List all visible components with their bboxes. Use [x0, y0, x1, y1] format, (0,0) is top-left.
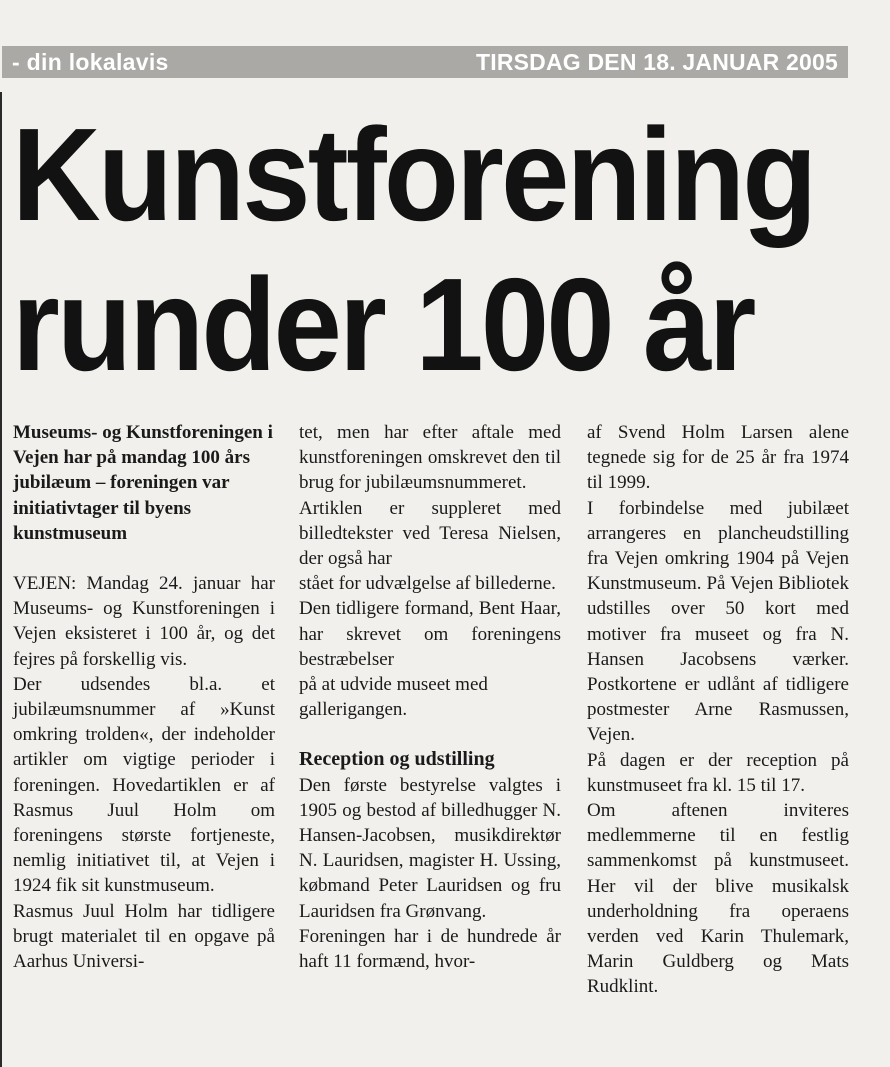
headline-line-2: runder 100 år [12, 251, 754, 398]
paragraph: I forbindelse med jubilæet arrangeres en plancheudstilling fra Vejen omkring 1904 på Vejen Kunstmuseum. På Vejen Bibliotek udstilles over 50 kort med motiver fra museet og fra N. Hansen Jacobsens værker. Postkortene er udlånt af tidligere postmester Arne Rasmussen, Vejen. [587, 497, 849, 746]
paragraph: Artiklen er suppleret med billedtekster ved Teresa Nielsen, der også har [299, 497, 561, 570]
paragraph: VEJEN: Mandag 24. januar har Museums- og Kunstforeningen i Vejen eksisteret i 100 år, og det fejres på forskellig vis. [13, 573, 275, 670]
paragraph: på at udvide museet med gallerigangen. [299, 674, 488, 721]
paragraph: af Svend Holm Larsen alene tegnede sig for de 25 år fra 1974 til 1999. [587, 422, 849, 494]
headline [12, 100, 848, 400]
article-column-1 [13, 420, 275, 974]
section-label: - din lokalavis [12, 48, 169, 75]
masthead-band [2, 46, 848, 78]
headline-line-1: Kunstforening [12, 101, 815, 248]
paragraph: På dagen er der reception på kunstmuseet fra kl. 15 til 17. [587, 749, 849, 796]
paragraph: Om aftenen inviteres medlemmerne til en festlig sammenkomst på kunstmuseet. Her vil der blive musikalsk underholdning fra operaens verden ved Karin Thulemark, Marin Guldberg og Mats Rudklint. [587, 800, 849, 998]
paragraph: stået for udvælgelse af billederne. [299, 573, 556, 595]
article-column-3 [587, 420, 849, 1000]
paragraph: Den første bestyrelse valgtes i 1905 og bestod af billedhugger N. Hansen-Jacobsen, musikdirektør N. Lauridsen, magister H. Ussing, købmand Peter Lauridsen og fru Lauridsen fra Grønvang. [299, 774, 561, 922]
article-lead: Museums- og Kunstforeningen i Vejen har på mandag 100 års jubilæum – foreningen var initiativtager til byens kunstmuseum [13, 422, 273, 544]
article-column-2 [299, 420, 561, 974]
subheading: Reception og udstilling [299, 748, 495, 771]
paragraph: tet, men har efter aftale med kunstforeningen omskrevet den til brug for jubilæumsnummeret. [299, 422, 561, 494]
paragraph: Rasmus Juul Holm har tidligere brugt materialet til en opgave på Aarhus Universi- [13, 900, 275, 973]
paragraph: Der udsendes bl.a. et jubilæumsnummer af »Kunst omkring trolden«, der indeholder artikler om vigtige perioder i foreningen. Hovedartiklen er af Rasmus Juul Holm om foreningens største fortjeneste, nemlig initiativet til, at Vejen i 1924 fik sit kunstmuseum. [13, 673, 275, 897]
paragraph: Foreningen har i de hundrede år haft 11 formænd, hvor- [299, 925, 561, 973]
issue-date: TIRSDAG DEN 18. JANUAR 2005 [475, 48, 838, 75]
paragraph: Den tidligere formand, Bent Haar, har skrevet om foreningens bestræbelser [299, 598, 561, 670]
column-rule [0, 92, 2, 1067]
